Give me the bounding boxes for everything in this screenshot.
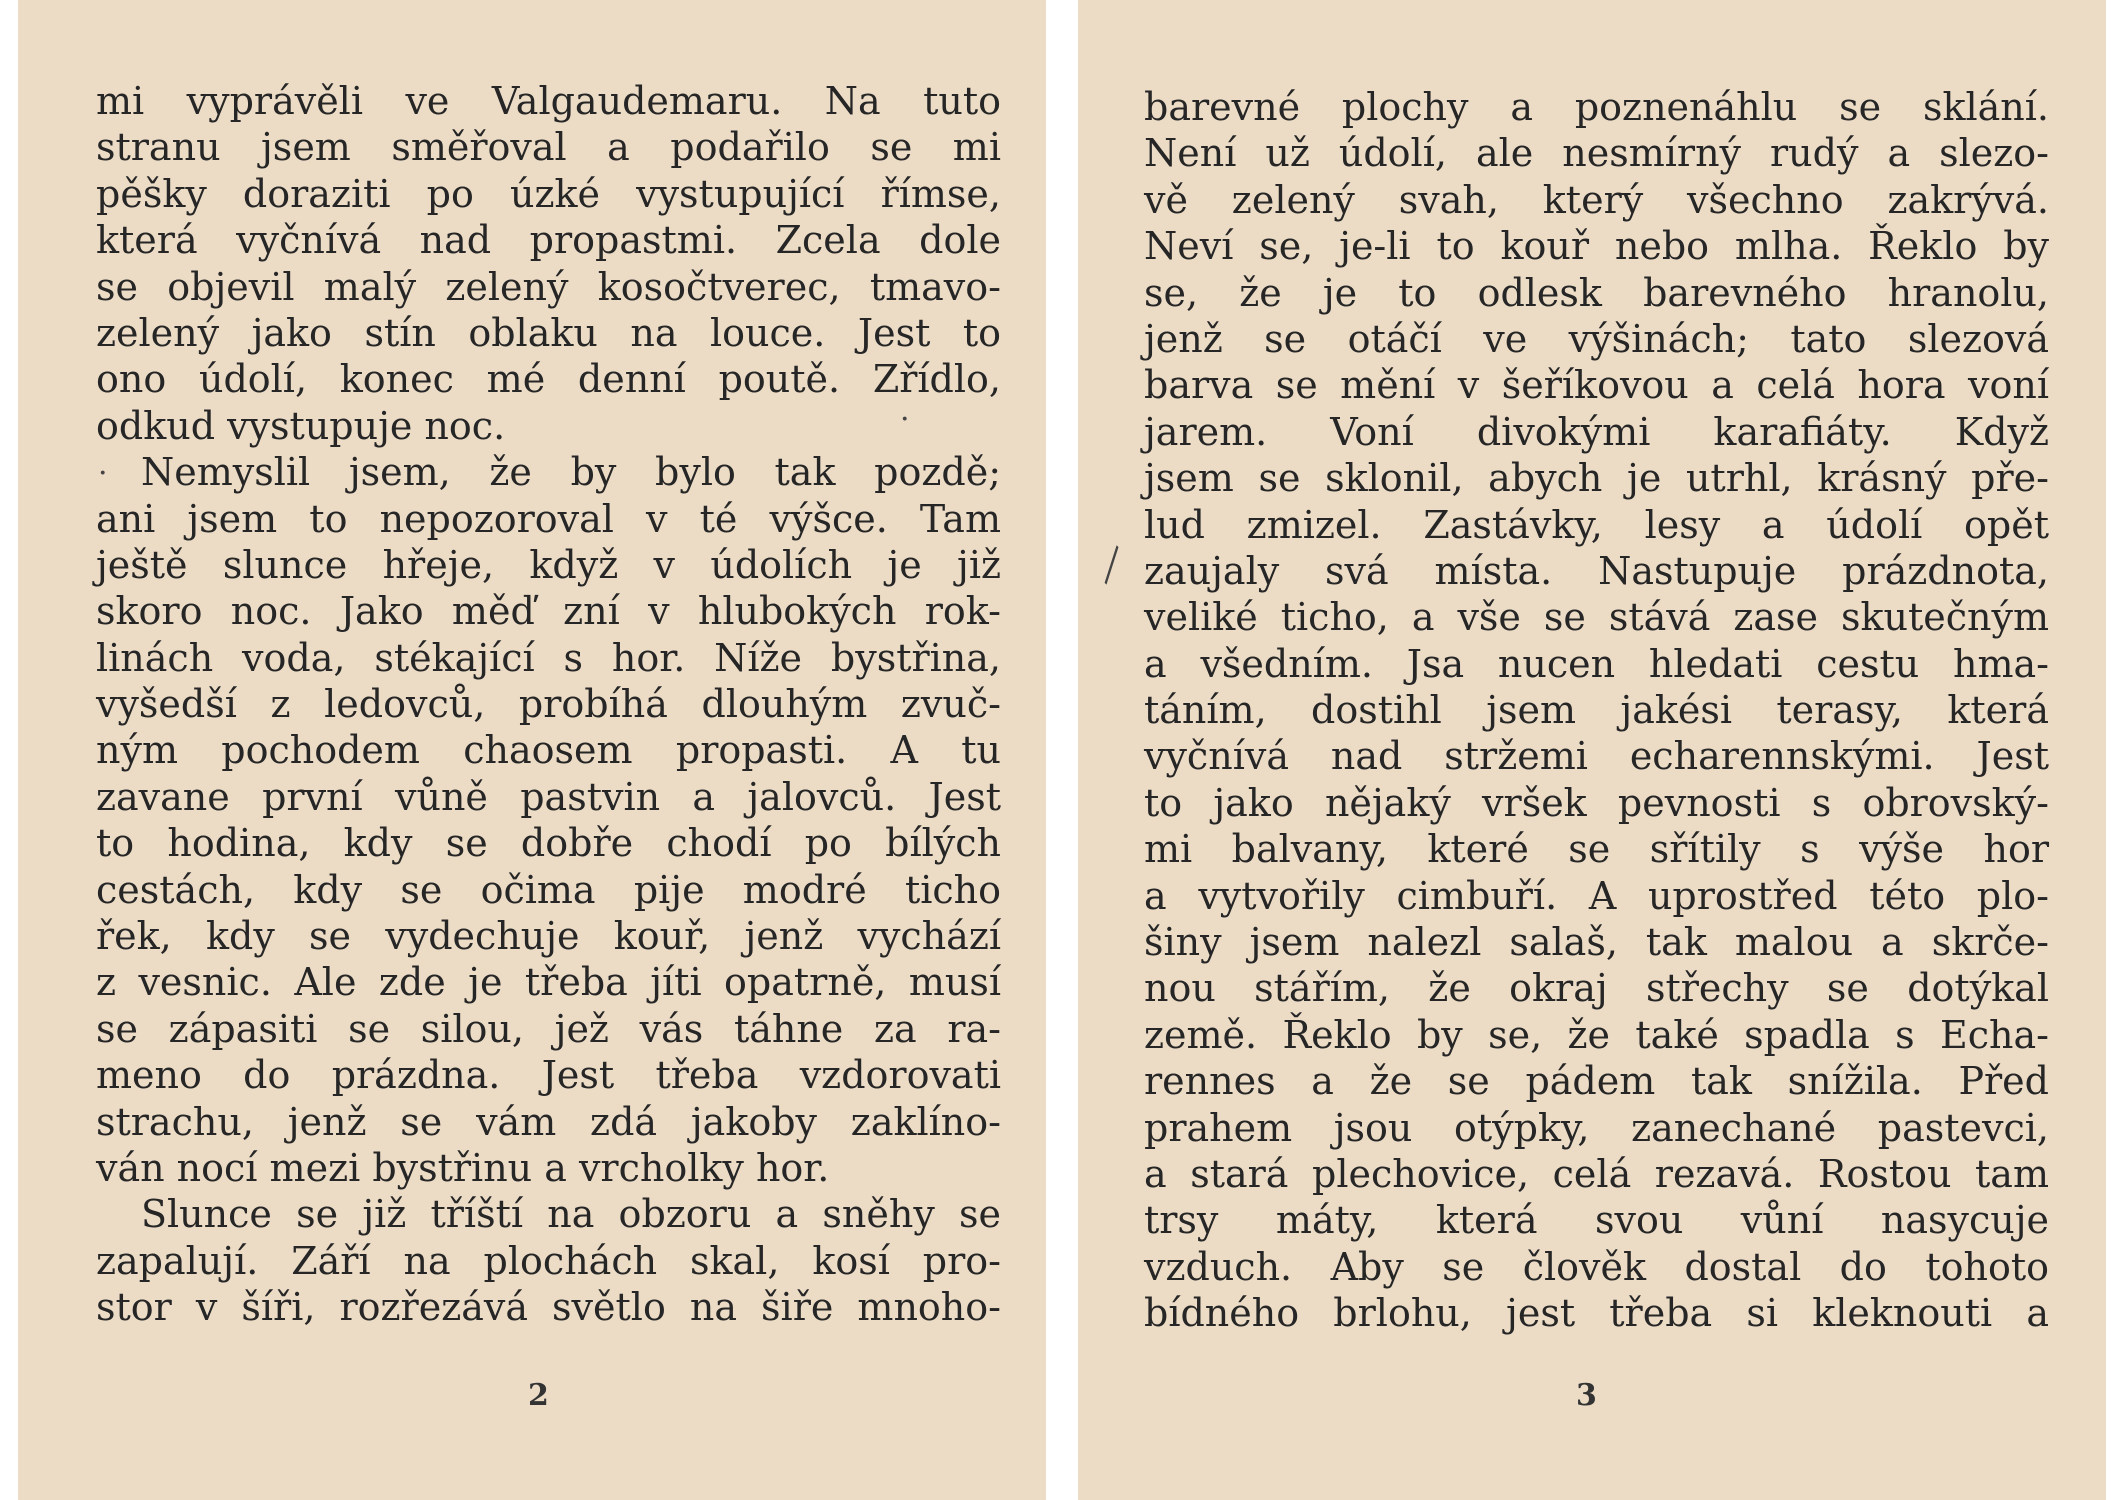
text-line: ani jsem to nepozoroval v té výšce. Tam [96, 496, 1001, 541]
text-line: jarem. Voní divokými karafiáty. Když [1144, 409, 2049, 454]
text-line: se, že je to odlesk barevného hranolu, [1144, 270, 2049, 315]
page-text [96, 78, 1001, 1331]
text-line: stranu jsem směřoval a podařilo se mi [96, 125, 1001, 170]
text-line: která vyčnívá nad propastmi. Zcela dole [96, 218, 1001, 263]
text-line: barva se mění v šeříkovou a celá hora voní [1144, 363, 2049, 408]
text-line: nou stářím, že okraj střechy se dotýkal [1144, 966, 2049, 1011]
text-line: cestách, kdy se očima pije modré ticho [96, 867, 1001, 912]
text-line: vzduch. Aby se člověk dostal do tohoto [1144, 1244, 2049, 1289]
page-right [1078, 0, 2106, 1500]
text-line: linách voda, stékající s hor. Níže bystřina, [96, 635, 1001, 680]
text-line: se objevil malý zelený kosočtverec, tmavo- [96, 264, 1001, 309]
text-line: země. Řeklo by se, že také spadla s Echa- [1144, 1012, 2049, 1057]
text-line: mi vyprávěli ve Valgaudemaru. Na tuto [96, 79, 1001, 123]
text-line: ván nocí mezi bystřinu a vrcholky hor. [96, 1145, 830, 1190]
text-line: šiny jsem nalezl salaš, tak malou a skrče- [1144, 920, 2049, 965]
text-line: stor v šíři, rozřezává světlo na šiře mnoho- [96, 1285, 1001, 1330]
text-line: ným pochodem chaosem propasti. A tu [96, 728, 1001, 773]
text-line: barevné plochy a poznenáhlu se sklání. [1144, 85, 2049, 129]
page-number: 3 [1576, 1378, 1597, 1413]
text-line: to jako nějaký vršek pevnosti s obrovský- [1144, 780, 2049, 825]
text-line: táním, dostihl jsem jakési terasy, která [1144, 688, 2049, 733]
text-line: zaujaly svá místa. Nastupuje prázdnota, [1144, 548, 2049, 593]
text-line: bídného brlohu, jest třeba si kleknouti a [1144, 1291, 2049, 1336]
text-line: ono údolí, konec mé denní poutě. Zřídlo, [96, 357, 1001, 402]
text-line: odkud vystupuje noc. [96, 403, 506, 448]
text-line: jsem se sklonil, abych je utrhl, krásný pře- [1144, 456, 2049, 501]
text-line: zelený jako stín oblaku na louce. Jest to [96, 310, 1001, 355]
text-line: rennes a že se pádem tak snížila. Před [1144, 1059, 2049, 1104]
text-line: pěšky doraziti po úzké vystupující římse, [96, 171, 1001, 216]
text-line: prahem jsou otýpky, zanechané pastevci, [1144, 1105, 2049, 1150]
text-line: a vytvořily cimbuří. A uprostřed této plo- [1144, 873, 2049, 918]
page-text [1144, 84, 2049, 1337]
print-speck: · [900, 402, 910, 437]
text-line: řek, kdy se vydechuje kouř, jenž vychází [96, 914, 1001, 959]
text-line: veliké ticho, a vše se stává zase skutečným [1144, 595, 2049, 640]
print-speck: ╲ [1092, 546, 1130, 585]
text-line: se zápasiti se silou, jež vás táhne za ra- [96, 1006, 1001, 1051]
text-line: vě zelený svah, který všechno zakrývá. [1144, 177, 2049, 222]
text-line: meno do prázdna. Jest třeba vzdorovati [96, 1053, 1001, 1098]
text-line: vyčnívá nad stržemi echarennskými. Jest [1144, 734, 2049, 779]
text-line: skoro noc. Jako měď zní v hlubokých rok- [96, 589, 1001, 634]
text-line: lud zmizel. Zastávky, lesy a údolí opět [1144, 502, 2049, 547]
text-line: a stará plechovice, celá rezavá. Rostou tam [1144, 1151, 2049, 1196]
text-line: zapalují. Září na plochách skal, kosí pro- [96, 1238, 1001, 1283]
text-line: z vesnic. Ale zde je třeba jíti opatrně, musí [96, 960, 1001, 1005]
text-line: Není už údolí, ale nesmírný rudý a slezo- [1144, 131, 2049, 176]
text-line: to hodina, kdy se dobře chodí po bílých [96, 821, 1001, 866]
print-speck: · [98, 456, 108, 491]
text-line: jenž se otáčí ve výšinách; tato slezová [1144, 316, 2049, 361]
text-line: ještě slunce hřeje, když v údolích je již [96, 542, 1001, 587]
text-line: zavane první vůně pastvin a jalovců. Jest [96, 774, 1001, 819]
text-line: Neví se, je-li to kouř nebo mlha. Řeklo by [1144, 224, 2049, 269]
text-line: Slunce se již tříští na obzoru a sněhy se [141, 1192, 1001, 1237]
page-left [18, 0, 1046, 1500]
text-line: strachu, jenž se vám zdá jakoby zaklíno- [96, 1099, 1001, 1144]
text-line: vyšedší z ledovců, probíhá dlouhým zvuč- [96, 682, 1001, 727]
text-line: trsy máty, která svou vůní nasycuje [1144, 1198, 2049, 1243]
page-number: 2 [528, 1378, 549, 1413]
text-line: Nemyslil jsem, že by bylo tak pozdě; [141, 450, 1001, 495]
text-line: a všedním. Jsa nucen hledati cestu hma- [1144, 641, 2049, 686]
text-line: mi balvany, které se sřítily s výše hor [1144, 827, 2049, 872]
